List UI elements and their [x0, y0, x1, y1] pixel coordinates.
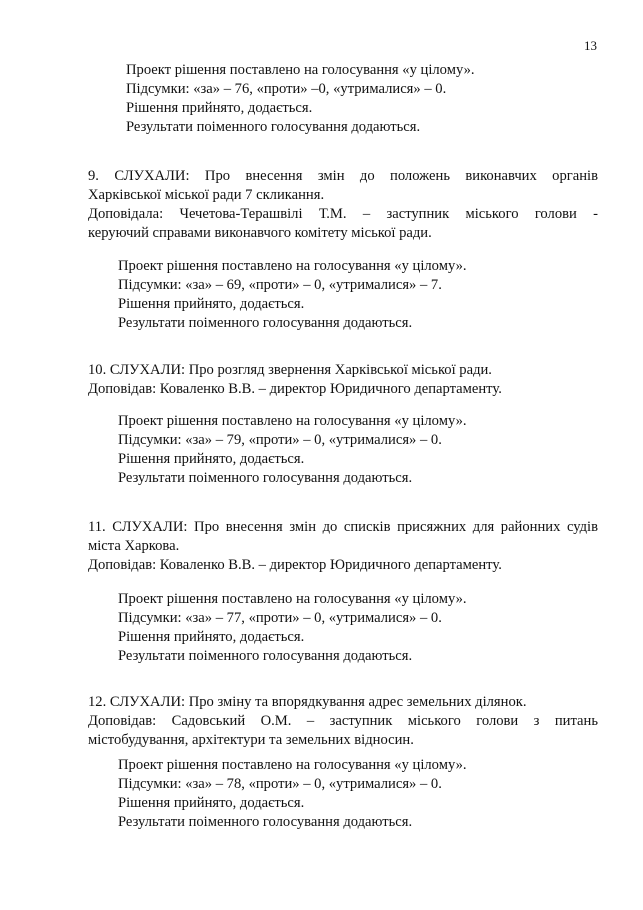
vote-line: Результати поіменного голосування додаються.: [118, 814, 413, 830]
vote-line: Результати поіменного голосування додаються.: [118, 315, 413, 331]
heading-line: 9. СЛУХАЛИ: Про внесення змін до положень виконавчих органів: [88, 168, 598, 184]
heading-line: міста Харкова.: [88, 538, 180, 554]
section-item-12-vote: [88, 756, 598, 832]
heading-line: 11. СЛУХАЛИ: Про внесення змін до списків присяжних для районних судів: [88, 519, 598, 535]
vote-line: Проект рішення поставлено на голосування «у цілому».: [118, 591, 467, 607]
section-item-10-vote: [88, 412, 598, 488]
vote-line: Результати поіменного голосування додаються.: [118, 648, 413, 664]
section-item-9: [88, 167, 598, 243]
vote-line: Рішення прийнято, додається.: [118, 629, 305, 645]
vote-line: Підсумки: «за» – 69, «проти» – 0, «утрималися» – 7.: [118, 277, 442, 293]
vote-line: Рішення прийнято, додається.: [126, 100, 313, 116]
speaker-line: Доповідала: Чечетова-Терашвілі Т.М. – заступник міського голови -: [88, 206, 598, 222]
vote-line: Проект рішення поставлено на голосування «у цілому».: [118, 258, 467, 274]
vote-line: Рішення прийнято, додається.: [118, 451, 305, 467]
speaker-line: керуючий справами виконавчого комітету міської ради.: [88, 225, 432, 241]
vote-line: Підсумки: «за» – 78, «проти» – 0, «утрималися» – 0.: [118, 776, 442, 792]
section-item-10: [88, 361, 598, 399]
vote-line: Результати поіменного голосування додаються.: [126, 119, 421, 135]
vote-line: Проект рішення поставлено на голосування «у цілому».: [126, 62, 475, 78]
section-item-12: [88, 693, 598, 750]
section-item-11: [88, 518, 598, 575]
vote-line: Результати поіменного голосування додаються.: [118, 470, 413, 486]
section-item-9-vote: [88, 257, 598, 333]
heading-line: 12. СЛУХАЛИ: Про зміну та впорядкування адрес земельних ділянок.: [88, 694, 527, 710]
section-previous-vote: [96, 61, 606, 137]
section-item-11-vote: [88, 590, 598, 666]
vote-line: Проект рішення поставлено на голосування «у цілому».: [118, 413, 467, 429]
vote-line: Підсумки: «за» – 79, «проти» – 0, «утрималися» – 0.: [118, 432, 442, 448]
heading-line: 10. СЛУХАЛИ: Про розгляд звернення Харківської міської ради.: [88, 362, 492, 378]
speaker-line: Доповідав: Коваленко В.В. – директор Юридичного департаменту.: [88, 557, 502, 573]
vote-line: Рішення прийнято, додається.: [118, 795, 305, 811]
speaker-line: Доповідав: Садовський О.М. – заступник міського голови з питань: [88, 713, 598, 729]
speaker-line: містобудування, архітектури та земельних відносин.: [88, 732, 414, 748]
vote-line: Проект рішення поставлено на голосування «у цілому».: [118, 757, 467, 773]
heading-line: Харківської міської ради 7 скликання.: [88, 187, 325, 203]
speaker-line: Доповідав: Коваленко В.В. – директор Юридичного департаменту.: [88, 381, 502, 397]
vote-line: Рішення прийнято, додається.: [118, 296, 305, 312]
vote-line: Підсумки: «за» – 76, «проти» –0, «утрималися» – 0.: [126, 81, 447, 97]
vote-line: Підсумки: «за» – 77, «проти» – 0, «утрималися» – 0.: [118, 610, 442, 626]
page-number: 13: [584, 38, 597, 53]
